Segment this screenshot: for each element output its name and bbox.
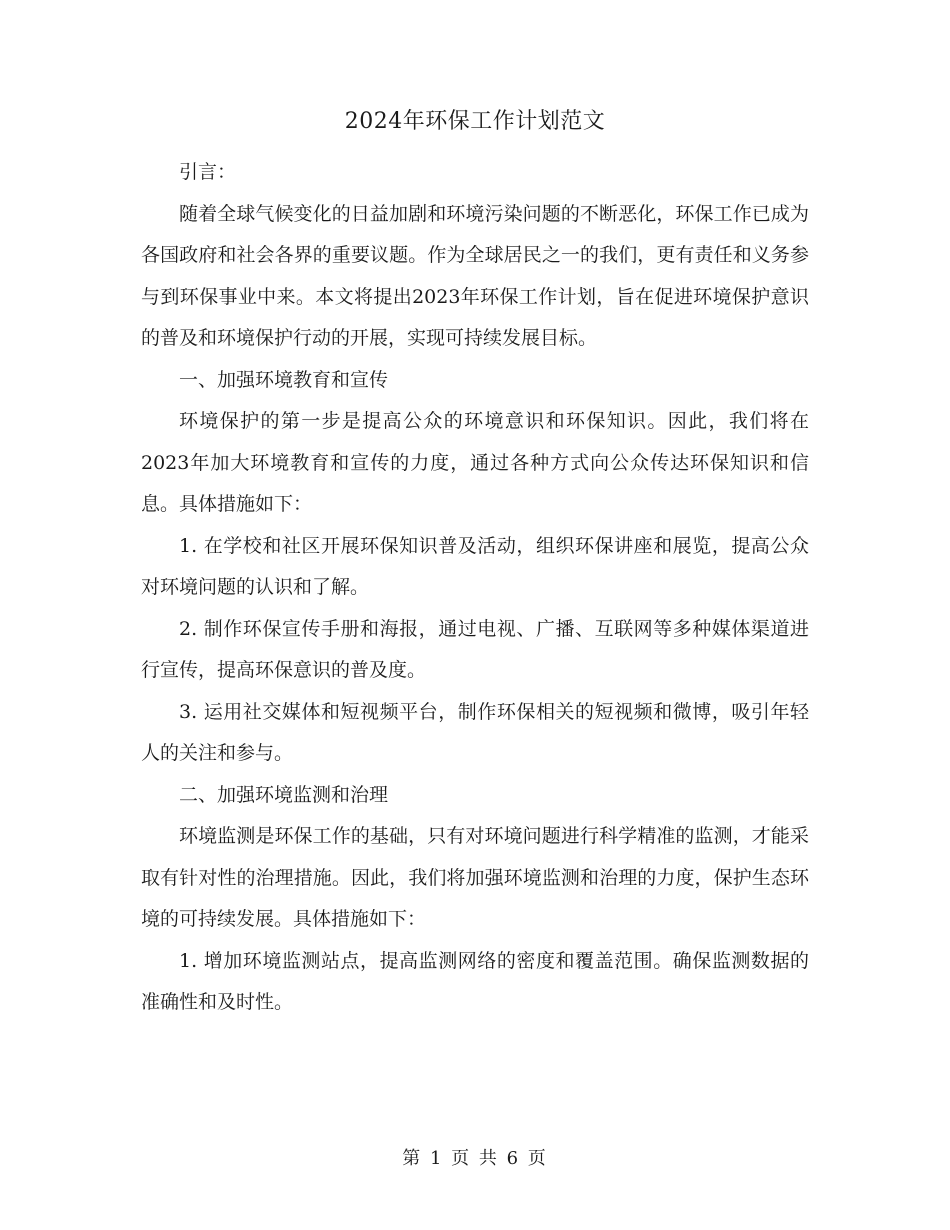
document-title: 2024年环保工作计划范文	[344, 109, 606, 134]
list-item-1-2: 2. 制作环保宣传手册和海报，通过电视、广播、互联网等多种媒体渠道进行宣传，提高环保意识的普及度。	[141, 617, 809, 681]
paragraph-section-1: 环境保护的第一步是提高公众的环境意识和环保知识。因此，我们将在2023年加大环境教育和宣传的力度，通过各种方式向公众传达环保知识和信息。具体措施如下：	[141, 410, 809, 515]
section-heading-2: 二、加强环境监测和治理	[179, 783, 389, 806]
page-number-footer: 第 1 页 共 6 页	[402, 1148, 548, 1169]
section-heading-1: 一、加强环境教育和宣传	[179, 368, 389, 391]
paragraph-intro: 随着全球气候变化的日益加剧和环境污染问题的不断恶化，环保工作已成为各国政府和社会各界的重要议题。作为全球居民之一的我们，更有责任和义务参与到环保事业中来。本文将提出2023年环保工作计划，旨在促进环境保护意识的普及和环境保护行动的开展，实现可持续发展目标。	[141, 202, 809, 349]
list-item-2-1: 1. 增加环境监测站点，提高监测网络的密度和覆盖范围。确保监测数据的准确性和及时性。	[141, 949, 809, 1013]
paragraph-intro-label: 引言：	[179, 161, 237, 183]
document-body	[141, 152, 809, 1024]
paragraph-section-2: 环境监测是环保工作的基础，只有对环境问题进行科学精准的监测，才能采取有针对性的治理措施。因此，我们将加强环境监测和治理的力度，保护生态环境的可持续发展。具体措施如下：	[141, 825, 809, 930]
list-item-1-1: 1. 在学校和社区开展环保知识普及活动，组织环保讲座和展览，提高公众对环境问题的认识和了解。	[141, 534, 809, 598]
list-item-1-3: 3. 运用社交媒体和短视频平台，制作环保相关的短视频和微博，吸引年轻人的关注和参与。	[141, 700, 809, 764]
